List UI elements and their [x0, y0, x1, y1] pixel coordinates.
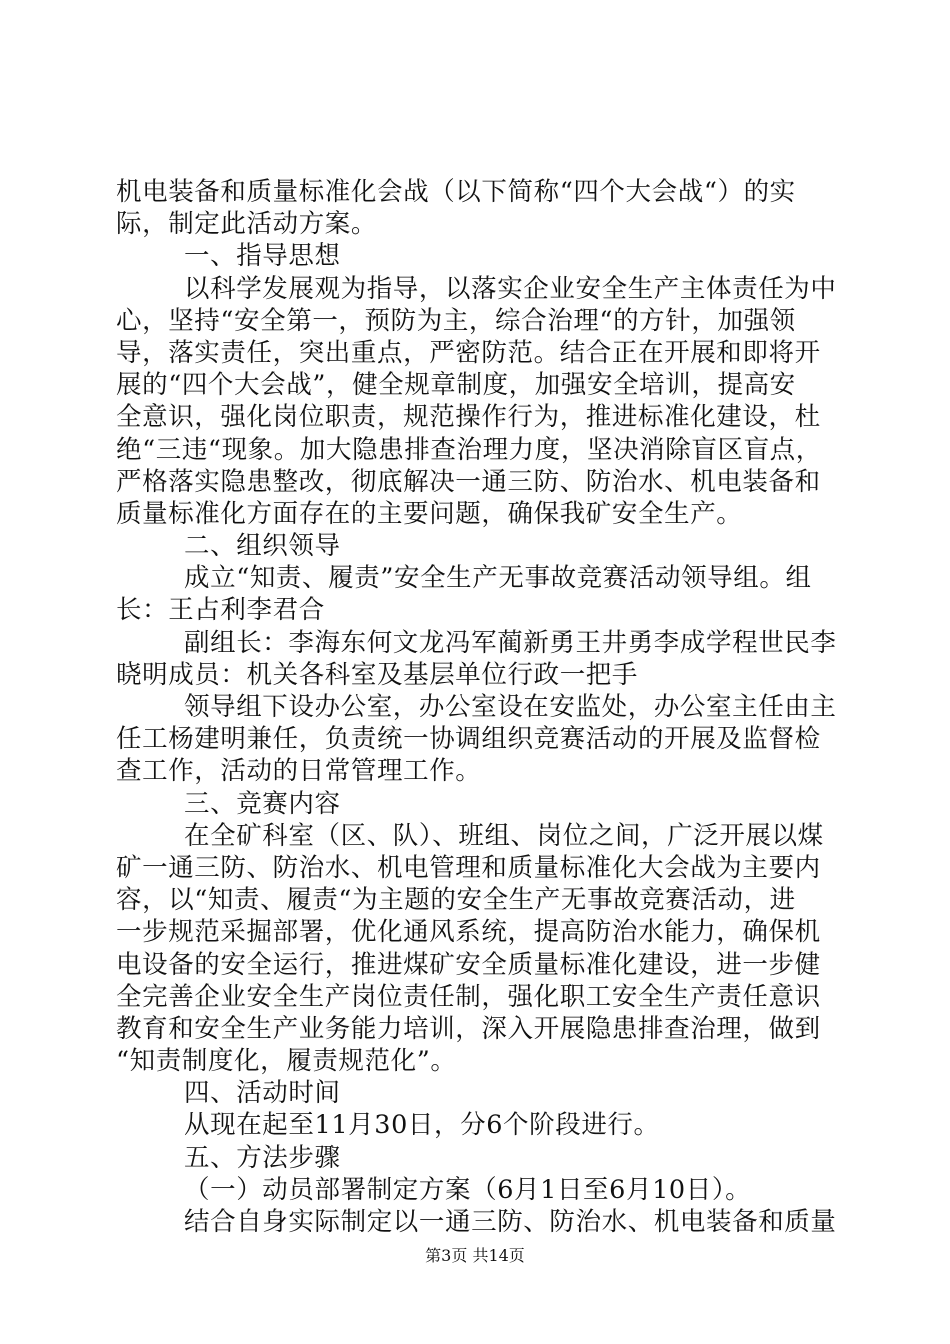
text-line: 教育和安全生产业务能力培训，深入开展隐患排查治理，做到 [116, 1013, 821, 1044]
text-line: 全意识，强化岗位职责，规范操作行为，推进标准化建设，杜 [116, 402, 821, 433]
text-line: 以科学发展观为指导，以落实企业安全生产主体责任为中 [184, 273, 837, 304]
text-line: 质量标准化方面存在的主要问题，确保我矿安全生产。 [116, 498, 743, 529]
text-line: 一、指导思想 [184, 241, 341, 272]
text-line: （一）动员部署制定方案（6月1日至6月10日）。 [184, 1174, 752, 1205]
text-line: 导，落实责任，突出重点，严密防范。结合正在开展和即将开 [116, 337, 821, 368]
text-line: 结合自身实际制定以一通三防、防治水、机电装备和质量 [184, 1207, 837, 1237]
text-line: 四、活动时间 [184, 1078, 341, 1109]
text-line: 二、组织领导 [184, 531, 341, 562]
text-line: 五、方法步骤 [184, 1142, 341, 1173]
text-line: 领导组下设办公室，办公室设在安监处，办公室主任由主 [184, 692, 837, 722]
text-line: 机电装备和质量标准化会战（以下简称“四个大会战“）的实 [116, 177, 796, 207]
text-line: “知责制度化，履责规范化”。 [116, 1046, 457, 1077]
text-line: 一步规范采掘部署，优化通风系统，提高防治水能力，确保机 [116, 917, 821, 948]
text-line: 任工杨建明兼任，负责统一协调组织竞赛活动的开展及监督检 [116, 724, 821, 755]
text-line: 矿一通三防、防治水、机电管理和质量标准化大会战为主要内 [116, 852, 821, 883]
text-line: 际，制定此活动方案。 [116, 209, 378, 240]
text-line: 副组长：李海东何文龙冯军蔺新勇王井勇李成学程世民李 [184, 627, 837, 658]
text-line: 从现在起至11月30日，分6个阶段进行。 [184, 1110, 660, 1141]
text-line: 在全矿科室（区、队）、班组、岗位之间，广泛开展以煤 [184, 820, 824, 851]
text-line: 三、竞赛内容 [184, 788, 341, 819]
text-line: 心，坚持“安全第一，预防为主，综合治理“的方针，加强领 [116, 305, 796, 336]
page-footer: 第3页 共14页 [425, 1246, 525, 1265]
text-line: 展的“四个大会战”，健全规章制度，加强安全培训，提高安 [116, 370, 796, 401]
text-line: 绝“三违“现象。加大隐患排查治理力度，坚决消除盲区盲点， [116, 434, 822, 465]
text-line: 查工作，活动的日常管理工作。 [116, 756, 482, 787]
text-line: 容，以“知责、履责“为主题的安全生产无事故竞赛活动，进 [116, 885, 796, 916]
text-line: 晓明成员：机关各科室及基层单位行政一把手 [116, 659, 639, 690]
text-line: 电设备的安全运行，推进煤矿安全质量标准化建设，进一步健 [116, 949, 821, 980]
text-line: 长：王占利李君合 [116, 595, 325, 626]
text-line: 严格落实隐患整改，彻底解决一通三防、防治水、机电装备和 [116, 466, 821, 497]
document-body [116, 176, 856, 1238]
text-line: 成立“知责、履责”安全生产无事故竞赛活动领导组。组 [184, 563, 812, 594]
text-line: 全完善企业安全生产岗位责任制，强化职工安全生产责任意识 [116, 981, 821, 1012]
